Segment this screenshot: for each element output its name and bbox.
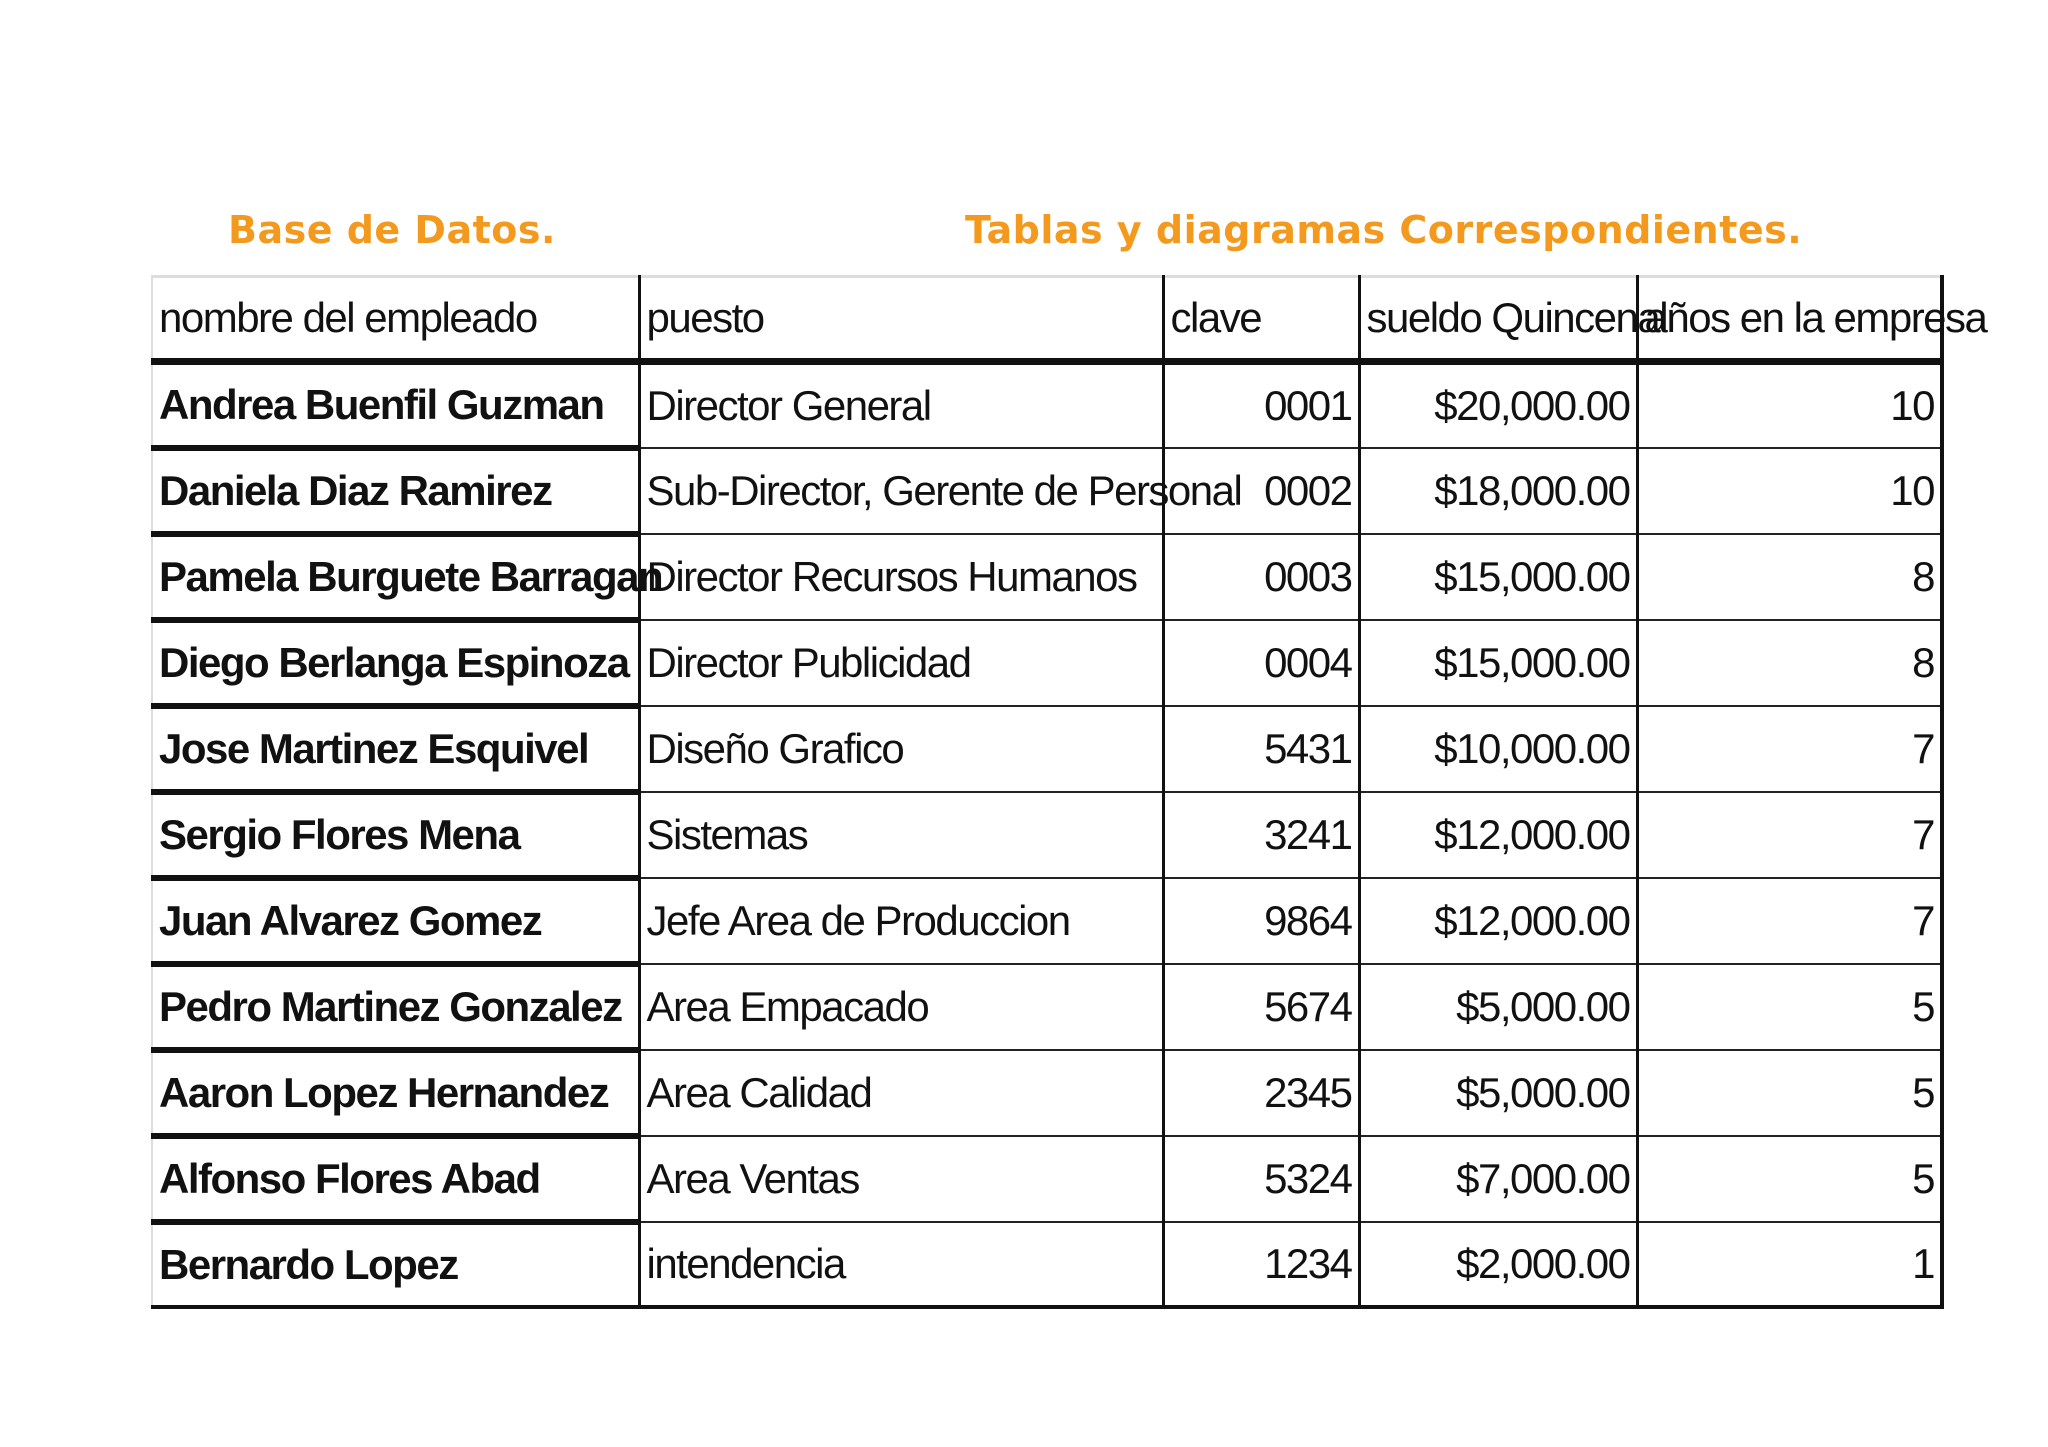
cell-puesto: Director Recursos Humanos <box>639 534 1163 620</box>
cell-anos: 5 <box>1637 1050 1942 1136</box>
table-row <box>152 706 1942 792</box>
cell-sueldo: $10,000.00 <box>1359 706 1637 792</box>
cell-clave: 0001 <box>1163 362 1359 449</box>
column-header-nombre: nombre del empleado <box>152 277 639 362</box>
table-row <box>152 534 1942 620</box>
cell-clave: 0004 <box>1163 620 1359 706</box>
table-row <box>152 448 1942 534</box>
cell-nombre: Juan Alvarez Gomez <box>152 878 639 964</box>
cell-sueldo: $2,000.00 <box>1359 1222 1637 1307</box>
cell-sueldo: $5,000.00 <box>1359 1050 1637 1136</box>
database-heading: Base de Datos. <box>228 208 556 252</box>
cell-sueldo: $15,000.00 <box>1359 620 1637 706</box>
table-row <box>152 1222 1942 1307</box>
cell-nombre: Pedro Martinez Gonzalez <box>152 964 639 1050</box>
cell-clave: 1234 <box>1163 1222 1359 1307</box>
cell-clave: 0003 <box>1163 534 1359 620</box>
cell-puesto: Area Empacado <box>639 964 1163 1050</box>
cell-anos: 5 <box>1637 964 1942 1050</box>
cell-sueldo: $18,000.00 <box>1359 448 1637 534</box>
cell-anos: 10 <box>1637 448 1942 534</box>
cell-nombre: Aaron Lopez Hernandez <box>152 1050 639 1136</box>
tables-diagrams-heading: Tablas y diagramas Correspondientes. <box>965 208 1803 252</box>
cell-anos: 10 <box>1637 362 1942 449</box>
cell-nombre: Jose Martinez Esquivel <box>152 706 639 792</box>
cell-sueldo: $7,000.00 <box>1359 1136 1637 1222</box>
cell-puesto: Jefe Area de Produccion <box>639 878 1163 964</box>
table-header-row <box>152 277 1942 362</box>
cell-sueldo: $5,000.00 <box>1359 964 1637 1050</box>
cell-puesto: Sistemas <box>639 792 1163 878</box>
table-row <box>152 620 1942 706</box>
cell-anos: 7 <box>1637 792 1942 878</box>
cell-clave: 5431 <box>1163 706 1359 792</box>
table-row <box>152 878 1942 964</box>
cell-sueldo: $12,000.00 <box>1359 878 1637 964</box>
cell-sueldo: $20,000.00 <box>1359 362 1637 449</box>
cell-clave: 9864 <box>1163 878 1359 964</box>
cell-clave: 5674 <box>1163 964 1359 1050</box>
cell-anos: 7 <box>1637 878 1942 964</box>
cell-nombre: Sergio Flores Mena <box>152 792 639 878</box>
cell-anos: 5 <box>1637 1136 1942 1222</box>
cell-nombre: Pamela Burguete Barragan <box>152 534 639 620</box>
cell-sueldo: $15,000.00 <box>1359 534 1637 620</box>
column-header-clave: clave <box>1163 277 1359 362</box>
column-header-puesto: puesto <box>639 277 1163 362</box>
cell-anos: 8 <box>1637 620 1942 706</box>
employee-table-container <box>151 275 1987 1309</box>
column-header-anos: años en la empresa <box>1637 277 1942 362</box>
cell-nombre: Alfonso Flores Abad <box>152 1136 639 1222</box>
cell-nombre: Bernardo Lopez <box>152 1222 639 1307</box>
cell-anos: 1 <box>1637 1222 1942 1307</box>
column-header-sueldo: sueldo Quincenal <box>1359 277 1637 362</box>
cell-puesto: Director General <box>639 362 1163 449</box>
table-row <box>152 792 1942 878</box>
cell-puesto: Area Calidad <box>639 1050 1163 1136</box>
cell-puesto: intendencia <box>639 1222 1163 1307</box>
table-row <box>152 964 1942 1050</box>
cell-clave: 5324 <box>1163 1136 1359 1222</box>
cell-nombre: Andrea Buenfil Guzman <box>152 362 639 449</box>
cell-clave: 3241 <box>1163 792 1359 878</box>
cell-sueldo: $12,000.00 <box>1359 792 1637 878</box>
cell-anos: 7 <box>1637 706 1942 792</box>
cell-puesto: Diseño Grafico <box>639 706 1163 792</box>
cell-puesto: Area Ventas <box>639 1136 1163 1222</box>
cell-anos: 8 <box>1637 534 1942 620</box>
cell-clave: 0002 <box>1163 448 1359 534</box>
table-row <box>152 1136 1942 1222</box>
table-row <box>152 362 1942 449</box>
cell-puesto: Sub-Director, Gerente de Personal <box>639 448 1163 534</box>
employee-table <box>151 275 1987 1309</box>
cell-clave: 2345 <box>1163 1050 1359 1136</box>
table-row <box>152 1050 1942 1136</box>
cell-nombre: Diego Berlanga Espinoza <box>152 620 639 706</box>
cell-puesto: Director Publicidad <box>639 620 1163 706</box>
cell-nombre: Daniela Diaz Ramirez <box>152 448 639 534</box>
